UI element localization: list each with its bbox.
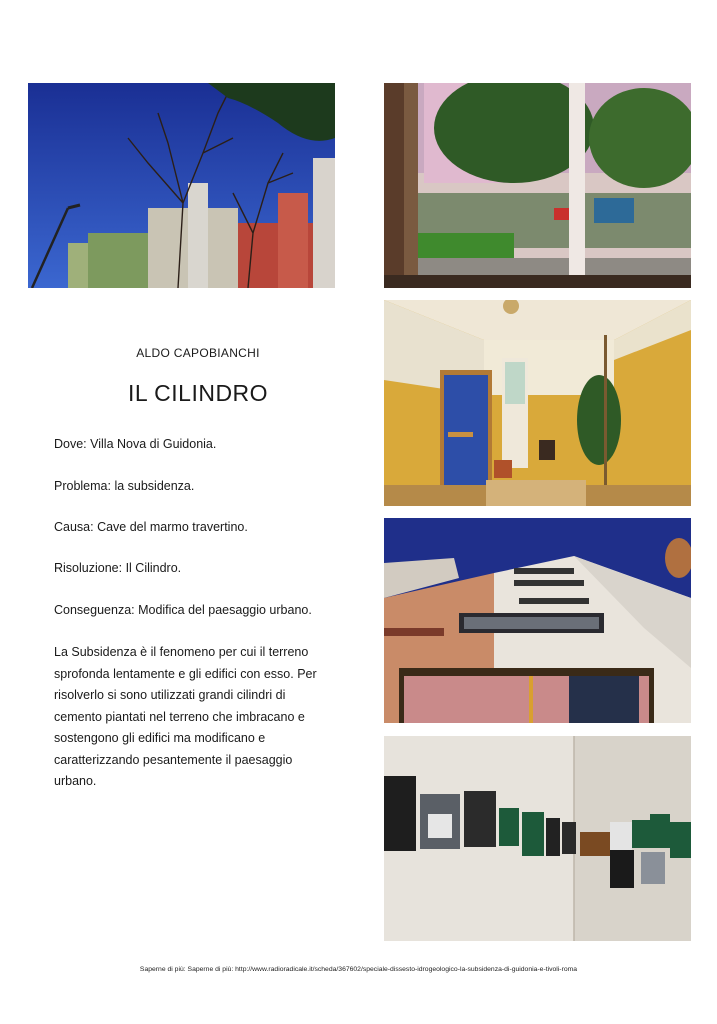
- description-text: La Subsidenza è il fenomeno per cui il terreno sprofonda lentamente e gli edifici con esso. Per risolverlo si sono utilizzati grandi cilindri di cemento piantati nel terreno che imbracano e sostengono gli edifici ma modificano e caratterizzando pesantemente il paesaggio urbano.: [54, 645, 317, 788]
- description-paragraph: [54, 642, 322, 793]
- page-title: IL CILINDRO: [127, 380, 269, 406]
- photo-window-garden: [384, 83, 691, 288]
- fact-problema: Problema: la subsidenza.: [54, 479, 195, 493]
- photo-buildings-sky: [28, 83, 335, 288]
- fact-causa: Causa: Cave del marmo travertino.: [54, 520, 248, 534]
- fact-dove: Dove: Villa Nova di Guidonia.: [54, 437, 217, 451]
- source-link[interactable]: Saperne di più: Saperne di più: http://www.radioradicale.it/scheda/367602/speciale-dissesto-idrogeologico-la-subsidenza-di-guidonia-e-tivoli-roma: [139, 966, 578, 973]
- author-name: ALDO CAPOBIANCHI: [136, 346, 260, 360]
- fact-conseguenza: Conseguenza: Modifica del paesaggio urbano.: [54, 603, 312, 617]
- fact-risoluzione: Risoluzione: Il Cilindro.: [54, 561, 182, 575]
- photo-mailboxes: [384, 736, 691, 941]
- photo-yellow-hallway: [384, 300, 691, 506]
- photo-facade-upward: [384, 518, 691, 723]
- source-footer: [0, 966, 717, 973]
